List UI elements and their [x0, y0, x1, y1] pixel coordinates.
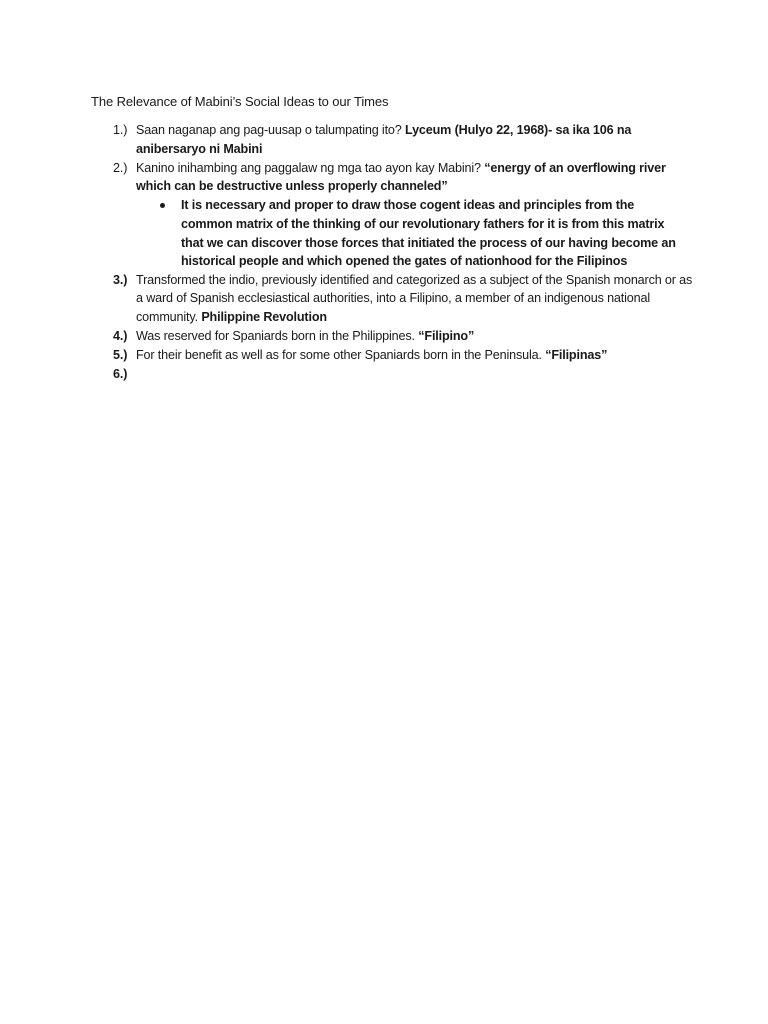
bullet-text: It is necessary and proper to draw those cogent ideas and principles from the common matrix of the thinking of our revolutionary fathers for it is from this matrix that we can discover those forces that initiated the process of our having become an historical people and which opened the gates of nationhood for the Filipinos	[181, 198, 676, 269]
item-number: 6.)	[113, 367, 128, 382]
list-item-3	[0, 271, 768, 327]
answer-text: “Filipino”	[418, 329, 475, 344]
item-number: 2.)	[113, 160, 128, 175]
question-text: Transformed the indio, previously identified and categorized as a subject of the Spanish monarch or as a ward of Spanish ecclesiastical authorities, into a Filipino, a member of an indigenous national community.	[136, 272, 693, 324]
item-number: 5.)	[113, 348, 128, 363]
bullet-icon	[160, 203, 165, 208]
sub-bullet-item	[0, 196, 768, 270]
answer-text: “Filipinas”	[545, 348, 608, 363]
item-number: 1.)	[113, 123, 128, 137]
answer-text: Lyceum (Hulyo 22, 1968)- sa ika 106 na anibersaryo ni Mabini	[136, 123, 632, 156]
question-text: Was reserved for Spaniards born in the Philippines.	[136, 329, 415, 344]
question-text-empty	[136, 367, 139, 381]
answer-text: “energy of an overflowing river which can be destructive unless properly channeled”	[136, 160, 666, 194]
item-number: 4.)	[113, 329, 128, 344]
list-item-5	[0, 346, 768, 365]
question-text: Saan naganap ang pag-uusap o talumpating ito?	[136, 123, 402, 137]
item-number: 3.)	[113, 272, 128, 287]
list-item-1	[0, 121, 768, 158]
list-item-4	[0, 327, 768, 346]
list-item-2	[0, 159, 768, 196]
list-item-6	[0, 365, 768, 384]
answer-text: Philippine Revolution	[201, 309, 327, 324]
question-text: For their benefit as well as for some other Spaniards born in the Peninsula.	[136, 348, 542, 363]
question-list	[0, 121, 768, 384]
document-title: The Relevance of Mabini’s Social Ideas to our Times	[91, 94, 389, 109]
question-text: Kanino inihambing ang paggalaw ng mga tao ayon kay Mabini?	[136, 160, 481, 175]
